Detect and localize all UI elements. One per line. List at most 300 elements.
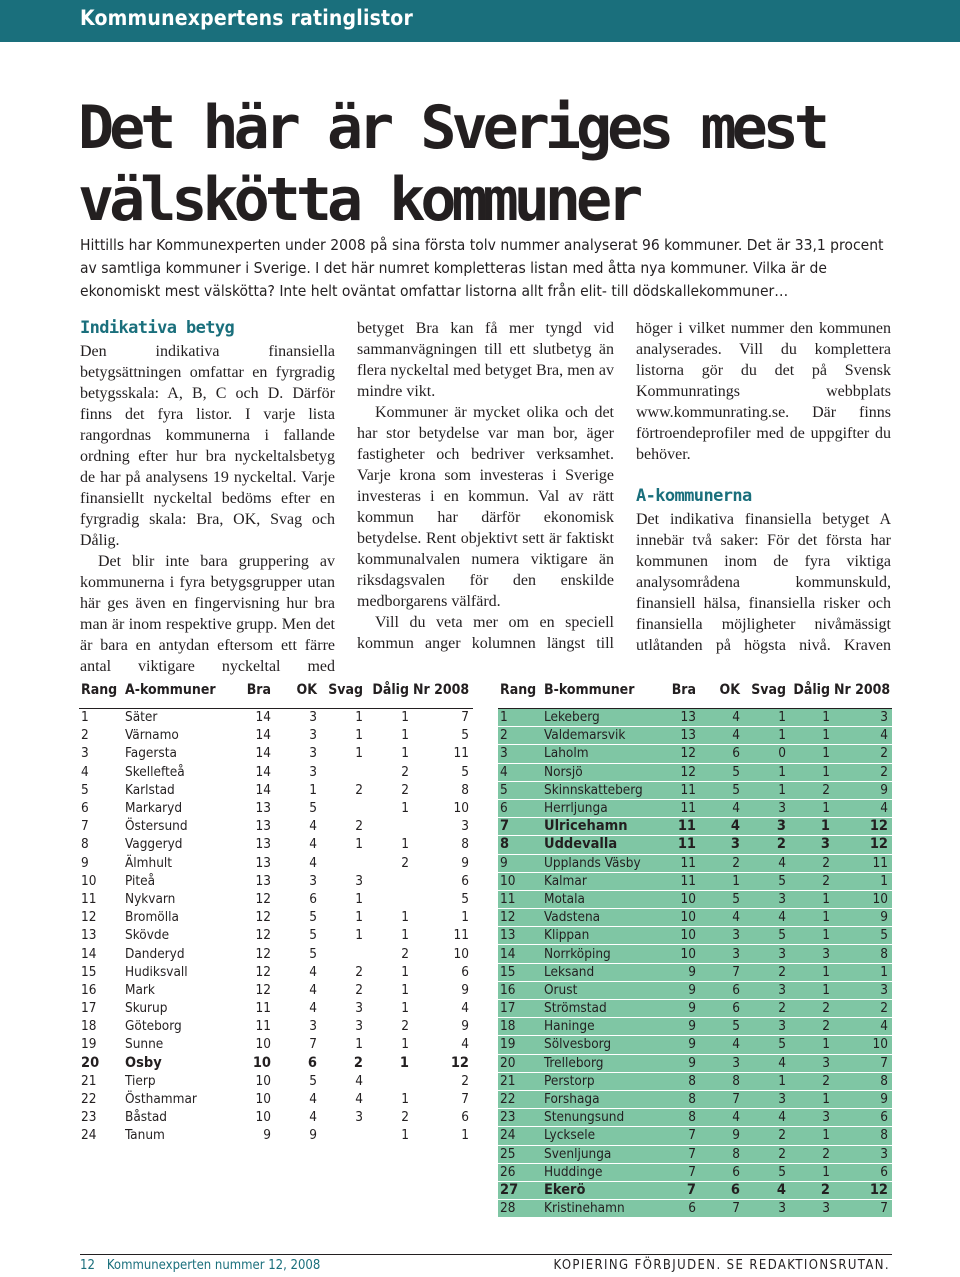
table-cell: Lekeberg	[544, 709, 666, 727]
table-row	[498, 818, 892, 836]
table-cell: 3	[275, 709, 321, 727]
table-row	[498, 1145, 892, 1163]
table-cell: Norrköping	[544, 945, 666, 963]
table-cell: Orust	[544, 981, 666, 999]
table-cell: 1	[367, 927, 413, 945]
table-cell: 5	[744, 1036, 790, 1054]
table-cell: 21	[79, 1072, 125, 1090]
table-cell: 5	[700, 763, 744, 781]
table-cell: 4	[275, 836, 321, 854]
table-cell: 4	[275, 1000, 321, 1018]
table-cell: 4	[79, 763, 125, 781]
table-cell: 1	[321, 745, 367, 763]
table-cell: 1	[367, 727, 413, 745]
table-cell: 3	[700, 927, 744, 945]
table-cell: 3	[790, 1109, 834, 1127]
table-cell: 11	[413, 745, 473, 763]
table-cell: 1	[790, 909, 834, 927]
table-cell: 3	[275, 1018, 321, 1036]
table-cell: Klippan	[544, 927, 666, 945]
table-cell: 12	[237, 981, 275, 999]
table-cell: 10	[237, 1036, 275, 1054]
table-cell: 2	[790, 1000, 834, 1018]
table-cell: Herrljunga	[544, 799, 666, 817]
table-cell: 10	[666, 890, 700, 908]
table-cell: 7	[700, 1090, 744, 1108]
table-cell: 10	[666, 909, 700, 927]
table-cell: 6	[700, 981, 744, 999]
table-cell: 9	[413, 1018, 473, 1036]
table-row	[79, 1127, 473, 1145]
table-cell: 1	[413, 1127, 473, 1145]
table-cell: 21	[498, 1072, 544, 1090]
table-cell: 6	[413, 872, 473, 890]
table-row	[79, 1000, 473, 1018]
table-cell: 9	[275, 1127, 321, 1145]
table-cell: 1	[790, 1127, 834, 1145]
text-column-3	[636, 318, 891, 656]
table-cell: 0	[744, 745, 790, 763]
table-cell	[321, 763, 367, 781]
table-cell: Svenljunga	[544, 1145, 666, 1163]
table-cell: 7	[666, 1127, 700, 1145]
table-cell	[367, 818, 413, 836]
subheading-a-kommunerna: A-kommunerna	[636, 486, 752, 506]
table-cell: Ekerö	[544, 1181, 666, 1199]
table-cell: 4	[700, 709, 744, 727]
table-row	[498, 1127, 892, 1145]
table-cell: Motala	[544, 890, 666, 908]
table-cell: 1	[367, 909, 413, 927]
table-cell: 1	[367, 963, 413, 981]
column-header: A-kommuner	[125, 682, 216, 698]
table-cell: 3	[700, 945, 744, 963]
table-cell: 11	[237, 1018, 275, 1036]
table-cell: 2	[834, 745, 892, 763]
table-cell: 13	[79, 927, 125, 945]
headline	[78, 92, 898, 236]
table-cell: Perstorp	[544, 1072, 666, 1090]
table-cell: Vadstena	[544, 909, 666, 927]
subheading-indikativa-betyg: Indikativa betyg	[80, 318, 235, 338]
table-cell: 6	[700, 1000, 744, 1018]
table-cell: 9	[700, 1127, 744, 1145]
table-cell: 1	[744, 763, 790, 781]
table-cell: 2	[790, 1145, 834, 1163]
table-cell: 2	[744, 1145, 790, 1163]
table-cell: 1	[834, 872, 892, 890]
footer-publication	[80, 1258, 320, 1273]
table-cell: 2	[834, 763, 892, 781]
publication-name: Kommunexperten nummer 12, 2008	[106, 1258, 321, 1273]
table-cell	[321, 1127, 367, 1145]
table-cell: 6	[413, 963, 473, 981]
table-cell: 1	[790, 818, 834, 836]
table-cell: 3	[834, 709, 892, 727]
table-row	[498, 1109, 892, 1127]
table-cell: 18	[498, 1018, 544, 1036]
table-cell: Hudiksvall	[125, 963, 237, 981]
table-cell: 8	[413, 836, 473, 854]
table-cell: 6	[834, 1109, 892, 1127]
section-title: Kommunexpertens ratinglistor	[80, 6, 413, 30]
table-cell: 7	[834, 1200, 892, 1218]
table-cell: 3	[790, 836, 834, 854]
table-row	[498, 1072, 892, 1090]
table-row	[79, 872, 473, 890]
table-cell: 4	[834, 727, 892, 745]
table-cell: 10	[834, 890, 892, 908]
table-row	[79, 1109, 473, 1127]
table-cell: 26	[498, 1163, 544, 1181]
table-cell: 5	[700, 1018, 744, 1036]
table-cell: 13	[237, 799, 275, 817]
table-cell: 5	[700, 781, 744, 799]
table-cell: 4	[744, 909, 790, 927]
headline-line-1: Det här är Sveriges mest	[78, 93, 825, 163]
table-cell: 4	[834, 799, 892, 817]
table-cell: 10	[666, 927, 700, 945]
column-header: Bra	[246, 682, 271, 698]
table-cell: 13	[498, 927, 544, 945]
table-cell: Kristinehamn	[544, 1200, 666, 1218]
table-cell: 11	[79, 890, 125, 908]
table-cell: 8	[666, 1072, 700, 1090]
table-cell: 6	[666, 1200, 700, 1218]
table-cell: 2	[321, 781, 367, 799]
table-cell: 11	[666, 872, 700, 890]
table-cell: 4	[275, 1109, 321, 1127]
table-cell: 9	[666, 1000, 700, 1018]
copyright-notice: KOPIERING FÖRBJUDEN. SE REDAKTIONSRUTAN.	[553, 1258, 890, 1273]
table-cell: 10	[237, 1072, 275, 1090]
column-header: Rang	[500, 682, 537, 698]
table-cell: 3	[744, 1090, 790, 1108]
table-cell: Östersund	[125, 818, 237, 836]
body-paragraph: betyget Bra kan få mer tyngd vid sammanvägningen till ett slutbetyg än flera nyckeltal med betyget Bra, men av mindre vikt.	[357, 320, 614, 400]
table-cell: Piteå	[125, 872, 237, 890]
table-cell: 11	[666, 781, 700, 799]
table-cell: 3	[744, 945, 790, 963]
table-cell: 12	[834, 1181, 892, 1199]
table-cell: 2	[790, 1072, 834, 1090]
table-cell: 4	[700, 1036, 744, 1054]
column-header: OK	[296, 682, 317, 698]
table-cell: 3	[744, 890, 790, 908]
table-cell: 1	[790, 745, 834, 763]
table-cell: Skinnskatteberg	[544, 781, 666, 799]
table-cell: 2	[790, 872, 834, 890]
table-row	[498, 1054, 892, 1072]
table-cell: Osby	[125, 1054, 237, 1072]
table-cell: 3	[834, 1145, 892, 1163]
body-paragraph: Det indikativa finansiella betyget A innebär två saker: För det första har kommunen inom de fyra viktiga analysområdena kommunskuld, finansiell hälsa, finansiella risker och finansiella möjligheter nivåmässigt utlåtanden på högsta nivå. Kraven	[636, 511, 891, 654]
table-cell: Strömstad	[544, 1000, 666, 1018]
table-cell: 5	[700, 890, 744, 908]
table-cell: 7	[834, 1054, 892, 1072]
table-row	[79, 781, 473, 799]
table-cell: 5	[413, 890, 473, 908]
footer-rule	[80, 1254, 892, 1255]
table-cell: Mark	[125, 981, 237, 999]
table-cell: Lycksele	[544, 1127, 666, 1145]
table-cell: 17	[498, 1000, 544, 1018]
table-cell	[321, 799, 367, 817]
table-cell: 5	[275, 927, 321, 945]
table-cell: 7	[666, 1181, 700, 1199]
table-cell: 1	[275, 781, 321, 799]
table-cell: 2	[367, 781, 413, 799]
table-row	[79, 763, 473, 781]
table-cell: 1	[367, 1036, 413, 1054]
table-cell: 3	[744, 981, 790, 999]
table-row	[79, 1054, 473, 1072]
table-cell: 4	[700, 909, 744, 927]
table-cell: 2	[834, 1000, 892, 1018]
body-paragraph: Det blir inte bara gruppering av kommunerna i fyra betygsgrupper utan här ges även en fingervisning hur bra man är inom respektive grupp. Men det är bara en antydan eftersom ett färre antal viktigare nyckeltal med	[80, 553, 335, 675]
table-cell: 1	[321, 909, 367, 927]
table-cell: 1	[367, 981, 413, 999]
table-cell: Stenungsund	[544, 1109, 666, 1127]
table-cell: 5	[834, 927, 892, 945]
table-cell: 3	[275, 763, 321, 781]
table-cell: 1	[790, 963, 834, 981]
table-cell: 2	[498, 727, 544, 745]
table-cell: Göteborg	[125, 1018, 237, 1036]
table-cell: 6	[834, 1163, 892, 1181]
table-cell: 2	[744, 1127, 790, 1145]
table-cell: 1	[321, 836, 367, 854]
table-cell: 12	[498, 909, 544, 927]
table-cell: 9	[666, 963, 700, 981]
table-cell: 15	[79, 963, 125, 981]
table-cell: 13	[237, 872, 275, 890]
table-cell: 11	[413, 927, 473, 945]
table-cell: 1	[744, 781, 790, 799]
table-cell: 1	[744, 727, 790, 745]
table-cell: 5	[275, 1072, 321, 1090]
table-cell: 10	[237, 1090, 275, 1108]
table-cell: 9	[79, 854, 125, 872]
table-cell: Nykvarn	[125, 890, 237, 908]
table-cell: 1	[790, 1163, 834, 1181]
table-cell: 12	[413, 1054, 473, 1072]
table-cell: 11	[834, 854, 892, 872]
table-cell: 1	[834, 963, 892, 981]
table-cell: 13	[666, 727, 700, 745]
table-cell: 1	[790, 981, 834, 999]
table-row	[79, 890, 473, 908]
table-cell: 1	[79, 709, 125, 727]
table-cell: 11	[666, 836, 700, 854]
table-cell: 2	[790, 781, 834, 799]
table-cell: 3	[275, 745, 321, 763]
table-cell: 7	[79, 818, 125, 836]
table-cell: 14	[79, 945, 125, 963]
body-paragraph: Vill du veta mer om en speciell kommun anger kolumnen längst till	[357, 614, 614, 652]
table-cell: 12	[834, 836, 892, 854]
table-row	[79, 981, 473, 999]
column-header: B-kommuner	[544, 682, 635, 698]
table-cell: 2	[744, 836, 790, 854]
table-cell: 18	[79, 1018, 125, 1036]
table-cell: 12	[79, 909, 125, 927]
table-cell: 13	[237, 818, 275, 836]
table-row	[79, 854, 473, 872]
table-cell: 19	[498, 1036, 544, 1054]
table-row	[79, 1018, 473, 1036]
table-cell: 9	[666, 1054, 700, 1072]
table-cell: 5	[413, 763, 473, 781]
body-paragraph: höger i vilket nummer den kommunen analyserades. Vill du komplettera listorna gör du det på Svensk Kommunratings webbplats www.kommunrating.se. Där finns förtroendeprofiler med de uppgifter du behöver.	[636, 320, 891, 463]
table-cell: 12	[237, 909, 275, 927]
table-cell: 1	[790, 763, 834, 781]
table-cell: 28	[498, 1200, 544, 1218]
table-cell: 5	[275, 945, 321, 963]
table-cell	[367, 872, 413, 890]
table-cell: 27	[498, 1181, 544, 1199]
table-cell: 12	[237, 927, 275, 945]
lead-paragraph: Hittills har Kommunexperten under 2008 på sina första tolv nummer analyserat 96 kommuner. Det är 33,1 procent av samtliga kommuner i Sverige. I det här numret kompletteras listan med åtta nya kommuner. Vilka är de ekonomiskt mest välskötta? Inte helt oväntat omfattar listorna allt från elit- till dödskallekommuner…	[80, 236, 884, 300]
table-cell: 20	[498, 1054, 544, 1072]
table-cell: 4	[275, 818, 321, 836]
table-cell: 5	[275, 909, 321, 927]
table-cell: 1	[744, 1072, 790, 1090]
table-cell: 1	[790, 727, 834, 745]
table-row	[498, 1018, 892, 1036]
table-cell	[321, 854, 367, 872]
table-cell: 3	[79, 745, 125, 763]
table-cell: 4	[413, 1036, 473, 1054]
table-cell: 3	[834, 981, 892, 999]
table-cell: 3	[498, 745, 544, 763]
table-cell: 3	[321, 1000, 367, 1018]
table-row	[79, 927, 473, 945]
table-cell: 8	[700, 1072, 744, 1090]
table-cell: 4	[700, 818, 744, 836]
table-cell: Älmhult	[125, 854, 237, 872]
table-cell: Östhammar	[125, 1090, 237, 1108]
table-cell: 4	[700, 727, 744, 745]
table-cell: 23	[79, 1109, 125, 1127]
table-cell: Tierp	[125, 1072, 237, 1090]
table-cell: Haninge	[544, 1018, 666, 1036]
table-cell: 6	[700, 1163, 744, 1181]
text-column-1	[80, 318, 335, 677]
table-cell: 4	[321, 1090, 367, 1108]
table-row	[498, 727, 892, 745]
table-cell: 2	[367, 1018, 413, 1036]
table-cell: 7	[700, 963, 744, 981]
table-cell: 10	[666, 945, 700, 963]
table-cell: 10	[498, 872, 544, 890]
table-cell: Markaryd	[125, 799, 237, 817]
table-cell: 6	[275, 890, 321, 908]
table-b-kommuner	[498, 678, 892, 1218]
table-row	[498, 909, 892, 927]
table-cell: 6	[275, 1054, 321, 1072]
table-cell: 4	[700, 1109, 744, 1127]
table-cell: 15	[498, 963, 544, 981]
table-cell: 2	[700, 854, 744, 872]
table-cell: Ulricehamn	[544, 818, 666, 836]
table-row	[498, 745, 892, 763]
table-row	[498, 709, 892, 727]
table-cell: 10	[834, 1036, 892, 1054]
table-cell: Danderyd	[125, 945, 237, 963]
table-cell: Fagersta	[125, 745, 237, 763]
table-cell: 3	[275, 872, 321, 890]
table-cell: 2	[367, 1109, 413, 1127]
table-row	[498, 981, 892, 999]
table-cell: 12	[237, 963, 275, 981]
table-cell: 1	[744, 709, 790, 727]
table-cell: 10	[237, 1054, 275, 1072]
table-cell: 8	[700, 1145, 744, 1163]
table-cell: 5	[275, 799, 321, 817]
column-header: Nr 2008	[834, 682, 891, 698]
table-cell: 1	[790, 709, 834, 727]
table-cell: 7	[498, 818, 544, 836]
table-cell: 2	[367, 945, 413, 963]
table-cell: 1	[498, 709, 544, 727]
table-cell: 3	[275, 727, 321, 745]
table-cell: 3	[321, 1109, 367, 1127]
table-cell: 7	[275, 1036, 321, 1054]
column-header: Dålig	[793, 682, 830, 698]
table-cell: 14	[237, 763, 275, 781]
table-row	[79, 709, 473, 727]
table-cell: 12	[666, 763, 700, 781]
table-cell: 16	[498, 981, 544, 999]
table-cell: 10	[237, 1109, 275, 1127]
table-cell: 5	[498, 781, 544, 799]
table-cell: Skellefteå	[125, 763, 237, 781]
table-cell: 22	[498, 1090, 544, 1108]
table-cell: 22	[79, 1090, 125, 1108]
table-cell: 7	[413, 1090, 473, 1108]
table-cell: 3	[700, 1054, 744, 1072]
table-cell: 3	[790, 1054, 834, 1072]
table-cell: 7	[413, 709, 473, 727]
table-cell: 4	[275, 963, 321, 981]
table-cell: 1	[367, 1090, 413, 1108]
table-cell: 1	[321, 1036, 367, 1054]
table-cell: Uddevalla	[544, 836, 666, 854]
table-cell: 5	[79, 781, 125, 799]
table-cell: 1	[367, 1054, 413, 1072]
table-cell: 10	[79, 872, 125, 890]
table-row	[498, 799, 892, 817]
table-row	[498, 1181, 892, 1199]
table-cell: 1	[413, 909, 473, 927]
table-cell: 4	[744, 854, 790, 872]
table-cell: 10	[413, 799, 473, 817]
headline-line-2: välskötta kommuner	[78, 165, 639, 235]
table-cell: 7	[700, 1200, 744, 1218]
table-cell: 3	[744, 1018, 790, 1036]
table-row	[498, 1036, 892, 1054]
table-cell: 20	[79, 1054, 125, 1072]
table-cell: 1	[790, 799, 834, 817]
table-row	[79, 836, 473, 854]
table-cell: 4	[744, 1109, 790, 1127]
table-cell: 2	[790, 854, 834, 872]
table-cell: 6	[498, 799, 544, 817]
table-cell: Huddinge	[544, 1163, 666, 1181]
table-cell: 2	[79, 727, 125, 745]
table-cell: 4	[834, 1018, 892, 1036]
